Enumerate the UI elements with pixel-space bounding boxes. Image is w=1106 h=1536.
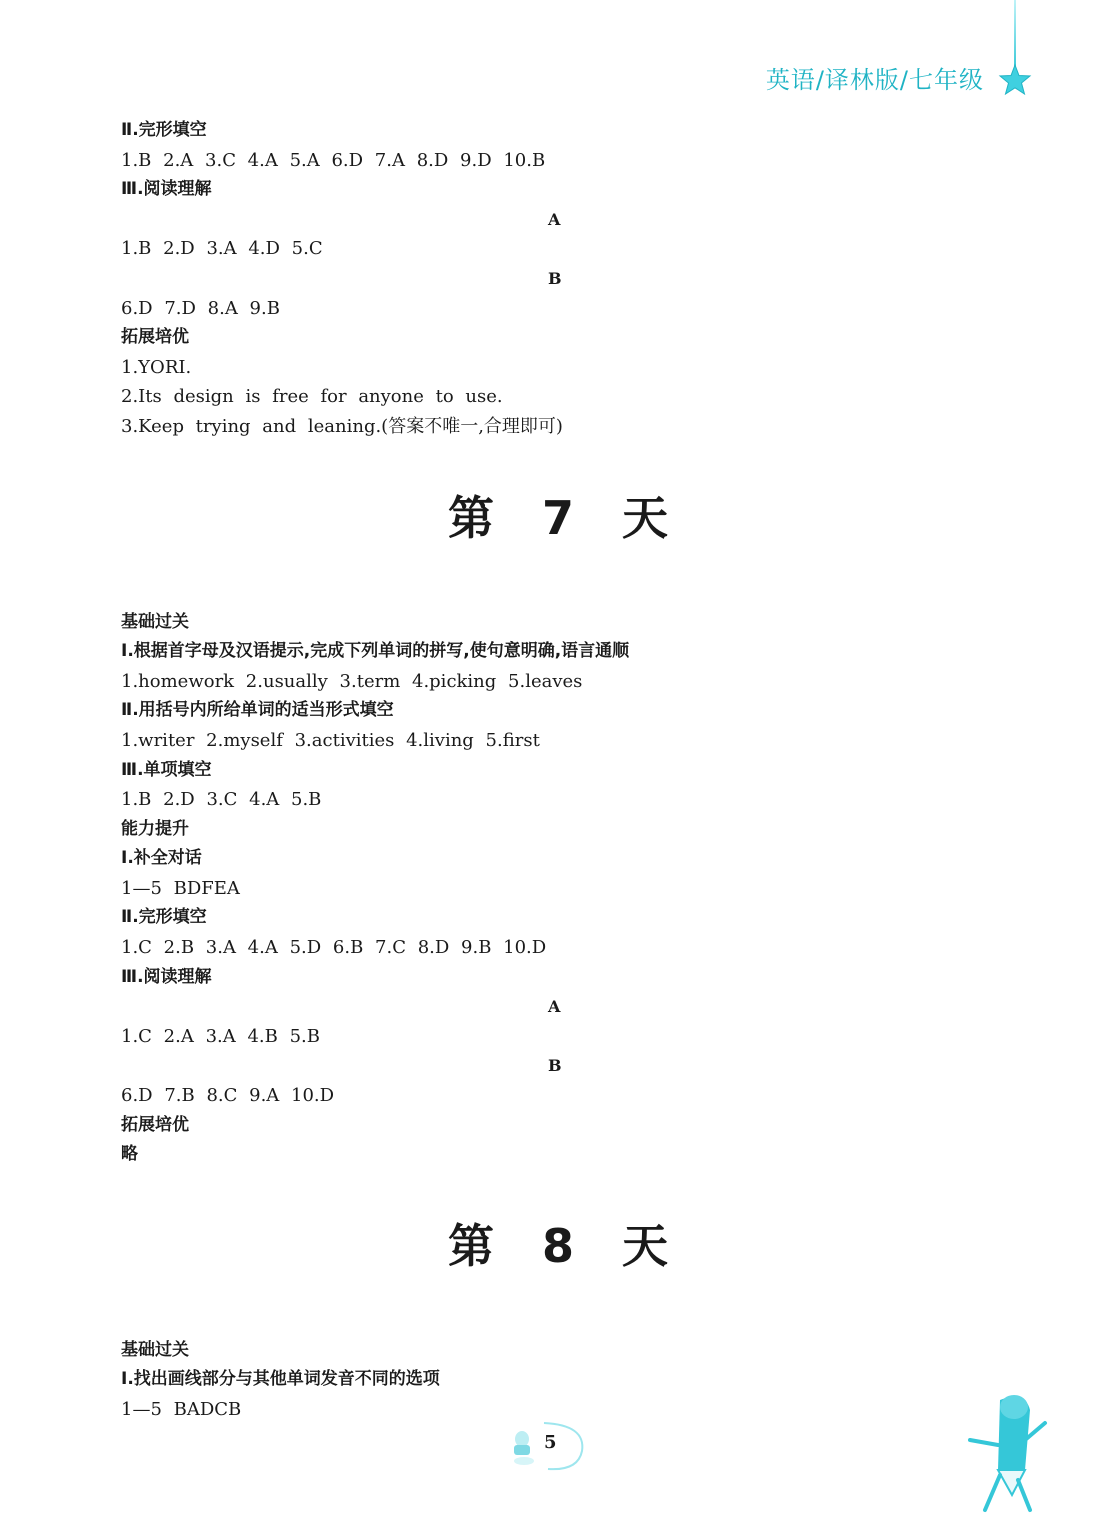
section-heading: Ⅱ.用括号内所给单词的适当形式填空 <box>121 700 394 721</box>
section-heading: 略 <box>121 1144 138 1165</box>
header-subject: 英语 <box>765 66 816 94</box>
section-heading: Ⅲ.单项填空 <box>121 759 212 780</box>
answer-line: 2.Its design is free for anyone to use. <box>121 386 503 408</box>
passage-label: B <box>548 268 562 288</box>
answer-line: 6.D 7.B 8.C 9.A 10.D <box>121 1085 335 1107</box>
passage-label: B <box>548 1056 562 1076</box>
passage-label: A <box>548 997 561 1017</box>
section-heading: Ⅰ.找出画线部分与其他单词发音不同的选项 <box>121 1369 440 1390</box>
star-icon <box>998 63 1032 97</box>
answer-line: 1—5 BADCB <box>121 1399 242 1420</box>
section-heading: 基础过关 <box>121 611 189 632</box>
answer-line: 1.YORI. <box>121 356 192 378</box>
pencil-mascot-icon <box>930 1385 1080 1535</box>
section-heading: 拓展培优 <box>121 327 189 348</box>
header-decor-line <box>1014 0 1016 70</box>
answer-line: 3.Keep trying and leaning.(答案不唯一,合理即可) <box>121 415 563 437</box>
answer-line: 1.homework 2.usually 3.term 4.picking 5.leaves <box>121 670 583 692</box>
header-edition: 译林版 <box>824 66 900 94</box>
answer-line: 1.B 2.A 3.C 4.A 5.A 6.D 7.A 8.D 9.D 10.B <box>121 149 546 171</box>
section-heading: Ⅲ.阅读理解 <box>121 966 212 987</box>
passage-label: A <box>548 209 561 229</box>
section-heading: Ⅲ.阅读理解 <box>121 179 212 200</box>
answer-line: 1.C 2.B 3.A 4.A 5.D 6.B 7.C 8.D 9.B 10.D <box>121 937 547 959</box>
page-number: 5 <box>544 1432 557 1453</box>
day-title: 第 7 天 <box>447 490 685 545</box>
answer-line: 1—5 BDFEA <box>121 877 240 899</box>
running-header: 英语/译林版/七年级 <box>765 66 984 94</box>
section-heading: Ⅱ.完形填空 <box>121 120 207 140</box>
answer-line: 6.D 7.D 8.A 9.B <box>121 297 280 319</box>
section-heading: 基础过关 <box>121 1339 189 1360</box>
section-heading: Ⅱ.完形填空 <box>121 907 207 928</box>
answer-content <box>121 116 981 1425</box>
section-heading: Ⅰ.根据首字母及汉语提示,完成下列单词的拼写,使句意明确,语言通顺 <box>121 641 630 662</box>
section-heading: Ⅰ.补全对话 <box>121 848 202 869</box>
section-heading: 拓展培优 <box>121 1114 189 1135</box>
header-grade: 七年级 <box>909 66 984 94</box>
answer-line: 1.C 2.A 3.A 4.B 5.B <box>121 1025 320 1047</box>
day-title: 第 8 天 <box>447 1218 685 1273</box>
section-heading: 能力提升 <box>121 818 189 839</box>
answer-line: 1.B 2.D 3.A 4.D 5.C <box>121 238 323 260</box>
answer-line: 1.writer 2.myself 3.activities 4.living 5.first <box>121 729 540 751</box>
answer-line: 1.B 2.D 3.C 4.A 5.B <box>121 789 322 811</box>
